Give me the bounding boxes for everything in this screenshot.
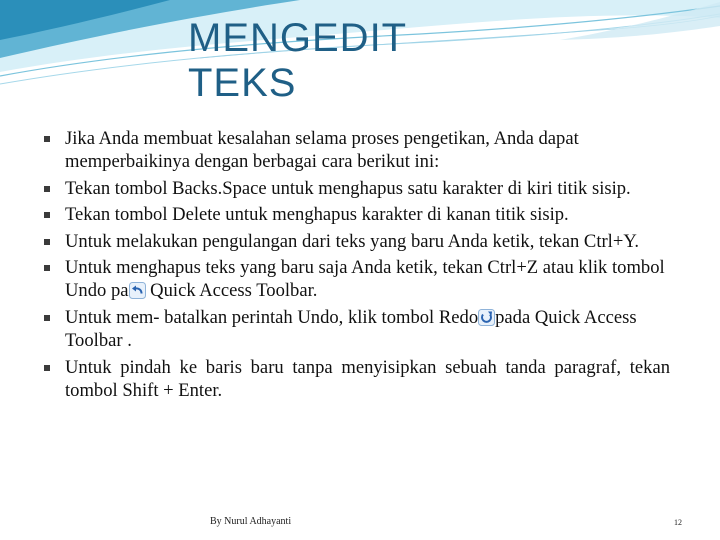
list-item [40,306,670,353]
list-item [40,230,670,253]
square-bullet-icon [44,265,50,271]
square-bullet-icon [44,186,50,192]
slide-title-line2: TEKS [188,61,297,105]
bullet-text: Untuk pindah ke baris baru tanpa menyisipkan sebuah tanda paragraf, tekan tombol Shift + Enter. [65,356,670,402]
list-item [40,177,670,200]
slide-title [188,16,407,106]
footer-author: By Nurul Adhayanti [210,516,292,527]
undo-icon [129,282,146,299]
square-bullet-icon [44,365,50,371]
bullet-text: Tekan tombol Delete untuk menghapus karakter di kanan titik sisip. [65,204,569,226]
page-number: 12 [674,518,682,527]
bullet-text: Jika Anda membuat kesalahan selama proses pengetikan, Anda dapat memperbaikinya dengan berbagai cara berikut ini: [65,128,579,173]
list-item [40,127,670,174]
square-bullet-icon [44,212,50,218]
list-item [40,256,670,303]
square-bullet-icon [44,136,50,142]
list-item [40,356,670,403]
list-item [40,203,670,226]
slide-title-line1: MENGEDIT [188,16,408,60]
redo-icon [478,309,495,326]
square-bullet-icon [44,315,50,321]
bullet-text-part1: Untuk mem- batalkan perintah Undo, klik tombol Redo [65,306,479,328]
bullet-list [40,127,670,405]
bullet-text-part1: Untuk menghapus teks yang baru saja Anda ketik, tekan Ctrl+Z atau klik tombol Undo pa [65,257,665,302]
square-bullet-icon [44,239,50,245]
bullet-text-part2: Quick Access Toolbar. [145,280,318,302]
bullet-text: Untuk melakukan pengulangan dari teks yang baru Anda ketik, tekan Ctrl+Y. [65,230,640,252]
bullet-text-part2: pada Quick Access Toolbar . [65,306,637,352]
bullet-text: Tekan tombol Backs.Space untuk menghapus satu karakter di kiri titik sisip. [65,177,631,199]
